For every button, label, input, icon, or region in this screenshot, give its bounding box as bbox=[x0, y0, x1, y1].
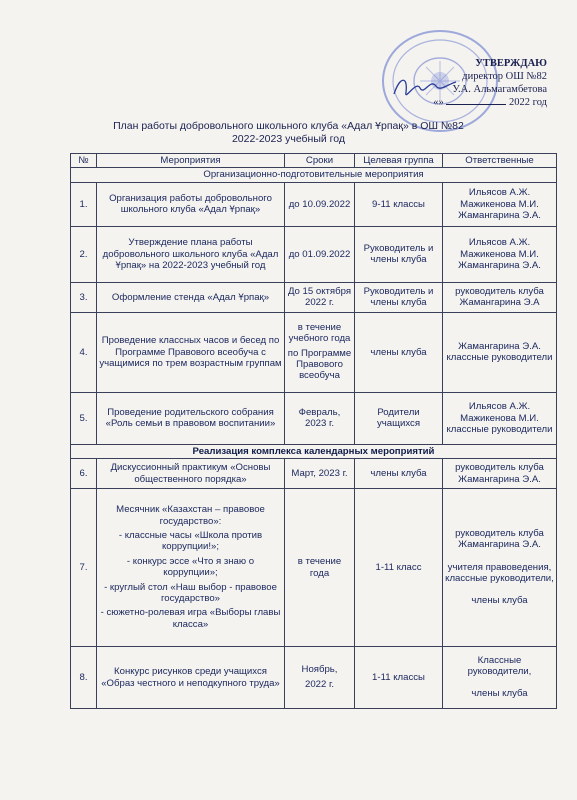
approval-director-position: директор ОШ №82 bbox=[462, 71, 547, 82]
table-row: 7. Месячник «Казахстан – правовое государство»: - классные часы «Школа против коррупции!»; - конкурс эссе «Что я знаю о коррупции»; - круглый стол «Наш выбор - правовое государство» - сюжетно-ролевая игра «Выборы главы класса» в течение года 1-11 класс руководитель клуба Жамангарина Э.А. учителя правоведения, классные руководители, члены клуба bbox=[71, 489, 557, 647]
table-row: 4. Проведение классных часов и бесед по Программе Правового всеобуча с учащимися по трем возрастным группам в течение учебного года по Программе Правового всеобуча члены клуба Жамангарина Э.А. классные руководители bbox=[71, 312, 557, 392]
approval-heading: УТВЕРЖДАЮ bbox=[475, 58, 547, 69]
table-row: 1. Организация работы добровольного школьного клуба «Адал Ұрпақ» до 10.09.2022 9-11 классы Ильясов А.Ж. Мажикенова М.И. Жамангарина Э.А. bbox=[71, 182, 557, 226]
header-events: Мероприятия bbox=[97, 154, 285, 168]
title-line-1: План работы добровольного школьного клуба «Адал Ұрпақ» в ОШ №82 bbox=[113, 120, 464, 132]
table-row: 3. Оформление стенда «Адал Ұрпақ» До 15 октября 2022 г. Руководитель и члены клуба руководитель клуба Жамангарина Э.А bbox=[71, 282, 557, 312]
work-plan-table bbox=[70, 153, 557, 709]
header-number: № bbox=[71, 154, 97, 168]
title-line-2: 2022-2023 учебный год bbox=[231, 133, 346, 145]
table-row: 5. Проведение родительского собрания «Роль семьи в правовом воспитании» Февраль, 2023 г. Родители учащихся Ильясов А.Ж. Мажикенова М.И. классные руководители bbox=[71, 392, 557, 444]
table-row: 2. Утверждение плана работы добровольного школьного клуба «Адал Ұрпақ» на 2022-2023 учебный год до 01.09.2022 Руководитель и члены клуба Ильясов А.Ж. Мажикенова М.И. Жамангарина Э.А. bbox=[71, 226, 557, 282]
document-title bbox=[0, 120, 577, 146]
table-header-row bbox=[71, 154, 557, 168]
table-row: 8. Конкурс рисунков среди учащихся «Образ честного и неподкупного труда» Ноябрь, 2022 г. 1-11 классы Классные руководители, члены клуба bbox=[71, 647, 557, 709]
header-responsible: Ответственные bbox=[443, 154, 557, 168]
section-row-calendar-events: Реализация комплекса календарных мероприятий bbox=[71, 444, 557, 458]
header-dates: Сроки bbox=[285, 154, 355, 168]
approval-date: «» 2022 год bbox=[433, 97, 547, 108]
table-row: 6. Дискуссионный практикум «Основы общественного порядка» Март, 2023 г. члены клуба руководитель клуба Жамангарина Э.А. bbox=[71, 459, 557, 489]
approval-block bbox=[433, 57, 547, 109]
section-row-preparatory: Организационно-подготовительные мероприятия bbox=[71, 168, 557, 182]
approval-director-name: У.А. Альмагамбетова bbox=[452, 84, 547, 95]
header-target-group: Целевая группа bbox=[355, 154, 443, 168]
